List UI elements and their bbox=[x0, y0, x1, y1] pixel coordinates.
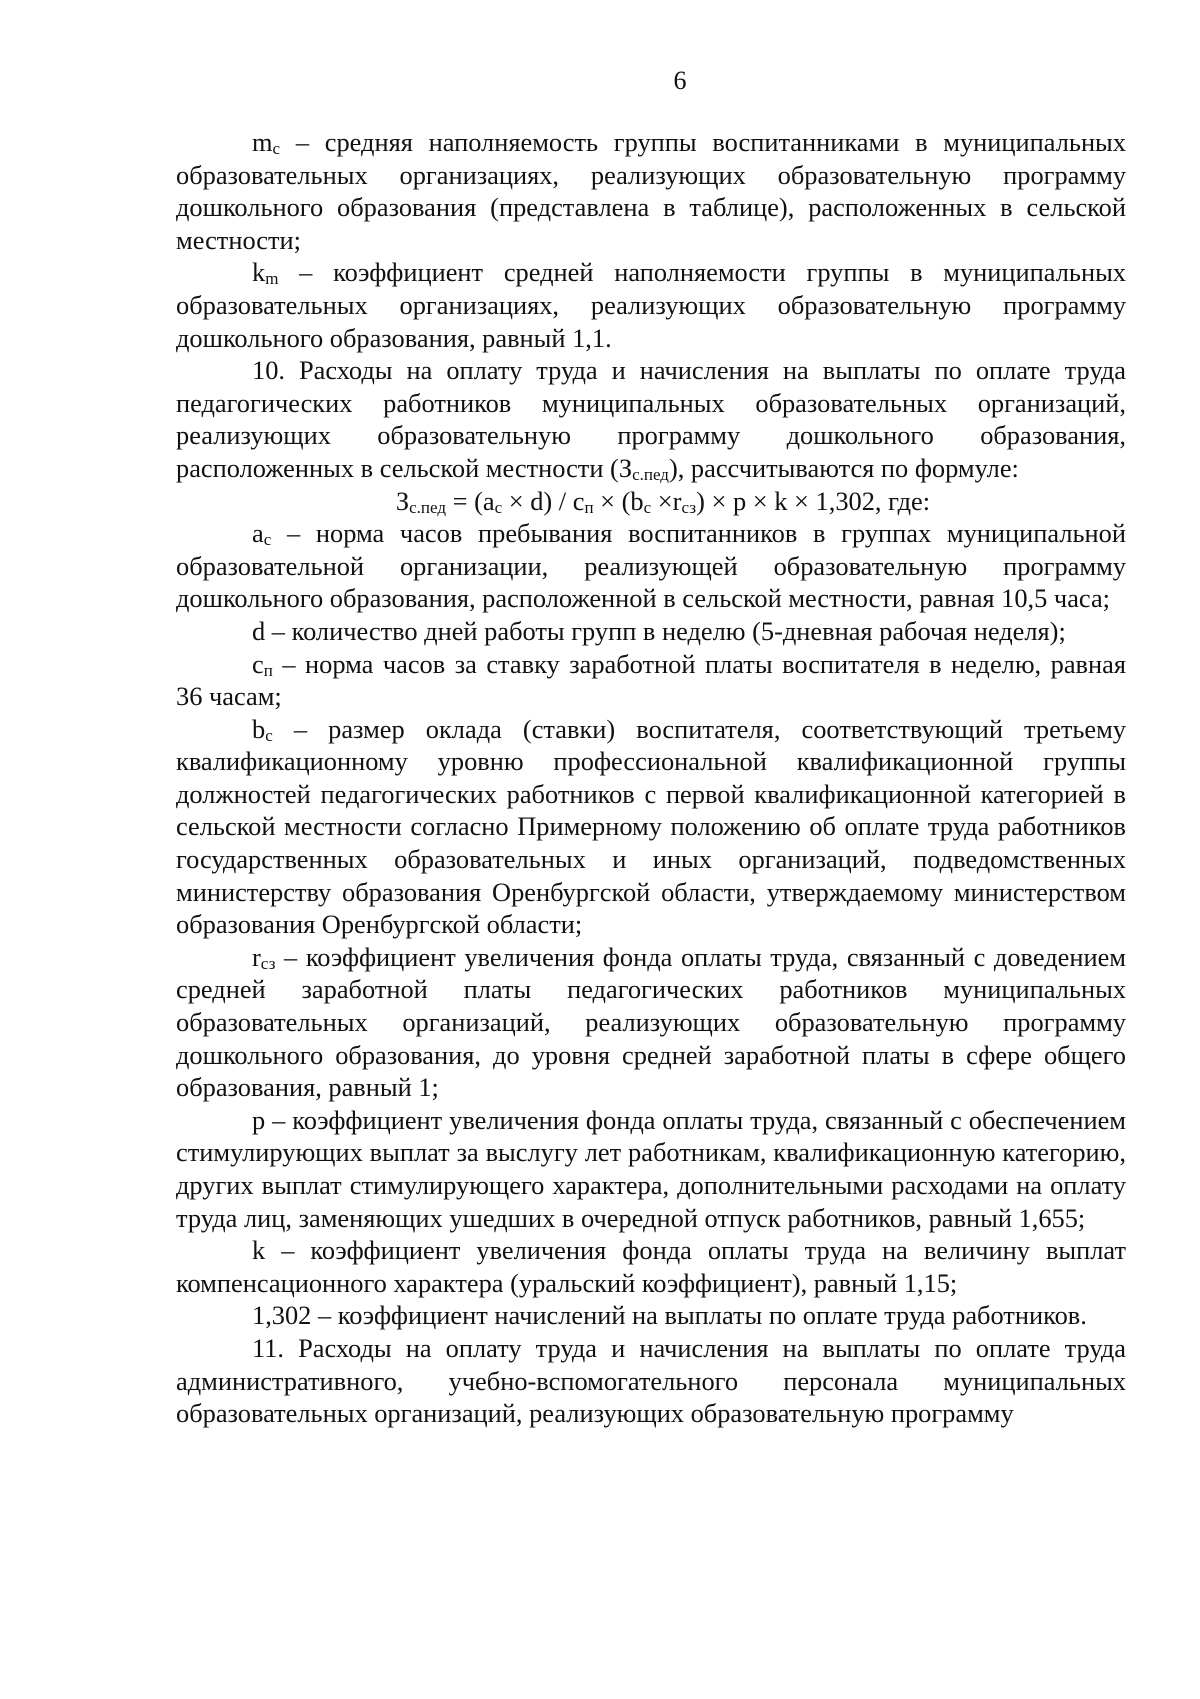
symbol: b bbox=[252, 713, 266, 744]
definition-ac bbox=[176, 517, 1126, 615]
definition-text: – норма часов за ставку заработной платы воспитателя в неделю, равная 36 часам; bbox=[176, 648, 1126, 712]
symbol-subscript: c bbox=[265, 725, 273, 745]
definition-d: d – количество дней работы групп в неделю (5-дневная рабочая неделя); bbox=[252, 615, 1066, 646]
symbol-subscript: с.пед bbox=[632, 464, 669, 484]
symbol: a bbox=[252, 518, 264, 549]
definition-mc bbox=[176, 126, 1126, 256]
definition-rsz bbox=[176, 941, 1126, 1104]
definition-km bbox=[176, 256, 1126, 354]
formula-subscript: c bbox=[643, 497, 652, 517]
definition-text: – норма часов пребывания воспитанников в группах муниципальной образовательной организации, реализующей образовательную программу дошкольного образования, расположенной в сельской местности, равная 10,5 часа; bbox=[176, 518, 1126, 614]
page-number: 6 bbox=[673, 66, 687, 95]
symbol-subscript: п bbox=[263, 660, 273, 680]
formula-part: × d) / c bbox=[502, 485, 585, 516]
formula-part: ) × p × k × 1,302, где: bbox=[696, 485, 931, 516]
formula-part: = (a bbox=[445, 485, 495, 516]
definition-text: – коэффициент средней наполняемости группы в муниципальных образовательных организациях, реализующих образовательную программу дошкольного образования, равный 1,1. bbox=[176, 257, 1126, 353]
definition-p: p – коэффициент увеличения фонда оплаты труда, связанный с обеспечением стимулирующих выплат за выслугу лет работникам, квалификационную категорию, других выплат стимулирующего характера, дополнительными расходами на оплату труда лиц, заменяющих ушедших в очередной отпуск работников, равный 1,655; bbox=[176, 1104, 1126, 1233]
formula-subscript: п bbox=[584, 497, 594, 517]
definition-text: – коэффициент увеличения фонда оплаты труда, связанный с доведением средней заработной платы педагогических работников муниципальных образовательных организаций, реализующих образовательную программу дошкольного образования, до уровня средней заработной платы в сфере общего образования, равный 1; bbox=[176, 941, 1126, 1103]
clause-text-end: ), рассчитываются по формуле: bbox=[668, 452, 1019, 483]
symbol-subscript: c bbox=[272, 139, 281, 158]
formula bbox=[176, 485, 1126, 518]
symbol: r bbox=[252, 941, 261, 972]
symbol-subscript: сз bbox=[260, 953, 276, 973]
formula-part: ×r bbox=[651, 485, 682, 516]
formula-part: З bbox=[395, 485, 410, 516]
formula-subscript: с.пед bbox=[409, 497, 446, 517]
clause-text: 10. Расходы на оплату труда и начисления на выплаты по оплате труда педагогических работников муниципальных образовательных организаций, реализующих образовательную программу дошкольного образования, расположенных в сельской местности (З bbox=[176, 355, 1126, 483]
definition-text: – средняя наполняемость группы воспитанниками в муниципальных образовательных организациях, реализующих образовательную программу дошкольного образования (представлена в таблице), расположенных в сельской местности; bbox=[176, 127, 1126, 255]
symbol: k bbox=[252, 257, 266, 288]
symbol-subscript: c bbox=[263, 530, 272, 550]
formula-subscript: сз bbox=[681, 497, 697, 517]
definition-k: k – коэффициент увеличения фонда оплаты труда на величину выплат компенсационного характера (уральский коэффициент), равный 1,15; bbox=[176, 1235, 1126, 1298]
definition-cp bbox=[176, 648, 1126, 713]
definition-1302: 1,302 – коэффициент начислений на выплаты по оплате труда работников. bbox=[252, 1300, 1087, 1331]
definition-text: – размер оклада (ставки) воспитателя, соответствующий третьему квалификационному уровню профессиональной квалификационной группы должностей педагогических работников с первой квалификационной категорией в сельской местности согласно Примерному положению об оплате труда работников государственных образовательных и иных организаций, подведомственных министерству образования Оренбургской области, утверждаемому министерством образования Оренбургской области; bbox=[176, 713, 1126, 940]
formula-subscript: c bbox=[494, 497, 503, 517]
formula-part: × (b bbox=[593, 485, 644, 516]
document-body bbox=[176, 126, 1126, 1430]
symbol-subscript: m bbox=[265, 269, 279, 289]
clause-11: 11. Расходы на оплату труда и начисления на выплаты по оплате труда административного, учебно-вспомогательного персонала муниципальных образовательных организаций, реализующих образовательную программу bbox=[176, 1332, 1126, 1429]
symbol: m bbox=[252, 127, 273, 157]
definition-bc bbox=[176, 713, 1126, 941]
clause-10 bbox=[176, 354, 1126, 484]
symbol: c bbox=[252, 648, 264, 679]
